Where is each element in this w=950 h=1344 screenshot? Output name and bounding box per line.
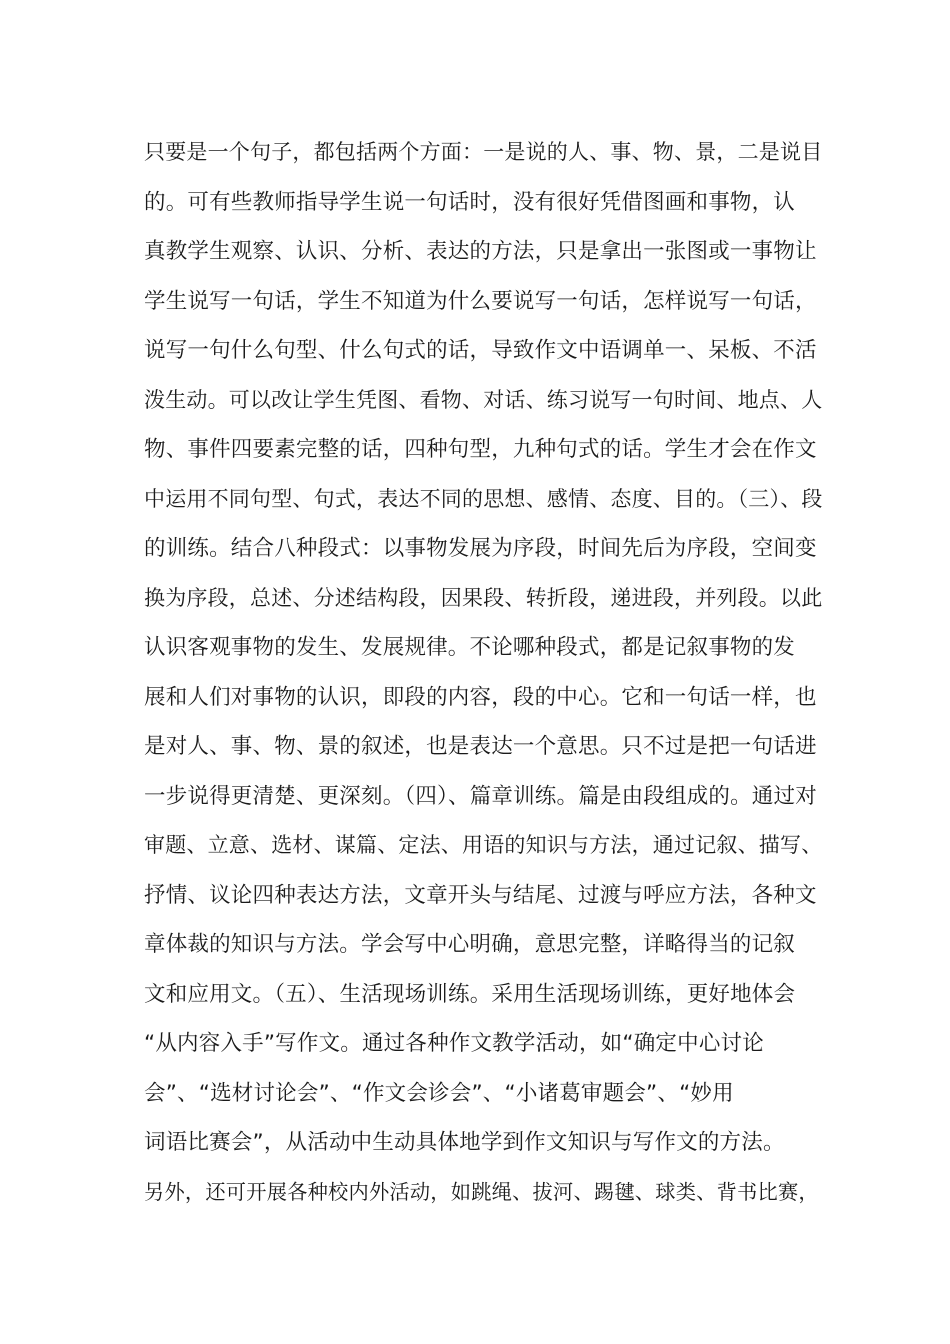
text-line: 会”、“选材讨论会”、“作文会诊会”、“小诸葛审题会”、“妙用: [144, 1080, 734, 1106]
text-line: 展和人们对事物的认识，即段的内容，段的中心。它和一句话一样，也: [144, 684, 817, 710]
text-line: 章体裁的知识与方法。学会写中心明确，意思完整，详略得当的记叙: [144, 932, 796, 957]
text-line: 只要是一个句子，都包括两个方面：一是说的人、事、物、景，二是说目: [144, 140, 823, 164]
text-line: 换为序段，总述、分述结构段，因果段、转折段，递进段，并列段。以此: [144, 585, 823, 610]
text-line: 另外，还可开展各种校内外活动，如跳绳、拔河、踢毽、球类、背书比赛，: [144, 1179, 819, 1204]
text-line: 物、事件四要素完整的话，四种句型，九种句式的话。学生才会在作文: [144, 437, 817, 462]
text-line: 学生说写一句话，学生不知道为什么要说写一句话，怎样说写一句话，: [144, 288, 817, 314]
text-line: “从内容入手”写作文。通过各种作文教学活动，如“确定中心讨论: [144, 1031, 764, 1056]
text-line: 文和应用文。（五）、生活现场训练。采用生活现场训练，更好地体会: [144, 981, 796, 1007]
text-line: 一步说得更清楚、更深刻。（四）、篇章训练。篇是由段组成的。通过对: [144, 783, 817, 809]
body-text: [144, 128, 824, 1217]
text-line: 真教学生观察、认识、分析、表达的方法，只是拿出一张图或一事物让: [144, 239, 817, 264]
text-line: 是对人、事、物、景的叙述，也是表达一个意思。只不过是把一句话进: [144, 734, 817, 759]
text-line: 抒情、议论四种表达方法，文章开头与结尾、过渡与呼应方法，各种文: [144, 882, 817, 908]
text-line: 审题、立意、选材、谋篇、定法、用语的知识与方法，通过记叙、描写、: [144, 833, 823, 857]
text-line: 的。可有些教师指导学生说一句话时，没有很好凭借图画和事物，认: [144, 189, 796, 215]
text-line: 泼生动。可以改让学生凭图、看物、对话、练习说写一句时间、地点、人: [144, 387, 823, 412]
text-line: 说写一句什么句型、什么句式的话，导致作文中语调单一、呆板、不活: [144, 338, 817, 363]
text-line: 词语比赛会”，从活动中生动具体地学到作文知识与写作文的方法。: [144, 1130, 785, 1155]
text-line: 中运用不同句型、句式，表达不同的思想、感情、态度、目的。（三）、段: [144, 486, 823, 511]
text-line: 的训练。结合八种段式：以事物发展为序段，时间先后为序段，空间变: [144, 536, 817, 561]
text-line: 认识客观事物的发生、发展规律。不论哪种段式，都是记叙事物的发: [144, 635, 796, 660]
